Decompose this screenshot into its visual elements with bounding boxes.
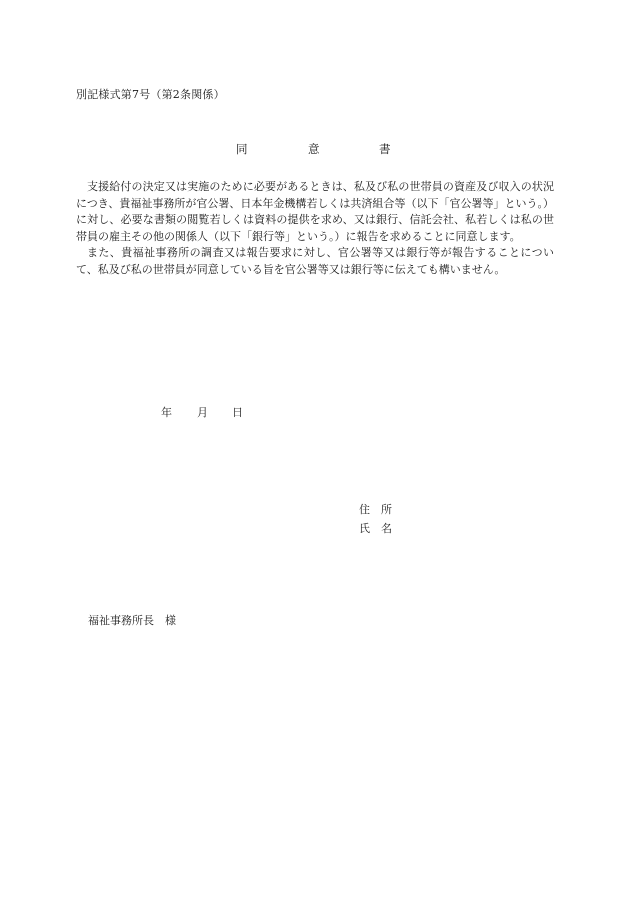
year-label: 年 bbox=[161, 406, 172, 419]
applicant-block bbox=[359, 500, 392, 538]
form-number: 別記様式第7号（第2条関係） bbox=[76, 88, 225, 101]
title-char-2: 意 bbox=[308, 142, 320, 156]
address-label: 住 所 bbox=[359, 503, 392, 516]
addressee: 福祉事務所長 様 bbox=[88, 614, 176, 627]
consent-body bbox=[76, 179, 554, 278]
date-line bbox=[0, 404, 630, 420]
title-char-3: 書 bbox=[379, 142, 391, 156]
day-label: 日 bbox=[232, 406, 243, 419]
consent-paragraph-2: また、貴福祉事務所の調査又は報告要求に対し、官公署等又は銀行等が報告することについて、私及び私の世帯員が同意している旨を官公署等又は銀行等に伝えても構いません。 bbox=[76, 246, 554, 276]
month-label: 月 bbox=[197, 406, 208, 419]
name-label: 氏 名 bbox=[359, 522, 392, 535]
title-char-1: 同 bbox=[236, 142, 248, 156]
document-title bbox=[0, 141, 630, 157]
consent-paragraph-1: 支援給付の決定又は実施のために必要があるときは、私及び私の世帯員の資産及び収入の状況につき、貴福祉事務所が官公署、日本年金機構若しくは共済組合等（以下「官公署等」という。）に対し、必要な書類の閲覧若しくは資料の提供を求め、又は銀行、信託会社、私若しくは私の世帯員の雇主その他の関係人（以下「銀行等」という。）に報告を求めることに同意します。 bbox=[76, 180, 554, 243]
